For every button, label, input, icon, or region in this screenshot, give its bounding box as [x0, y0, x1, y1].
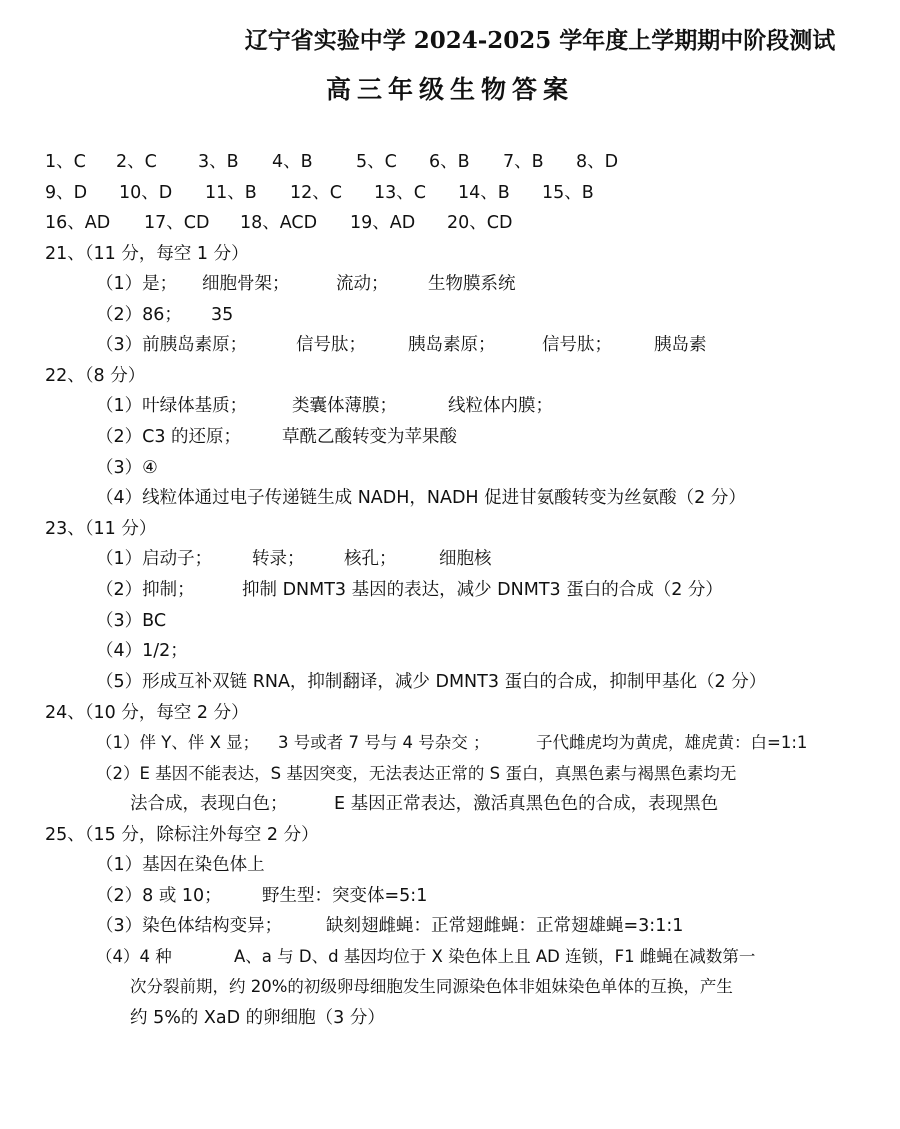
answer-blank: （3）前胰岛素原； [96, 335, 248, 355]
choice-answer: 14、B [458, 183, 510, 203]
choice-answer: 15、B [542, 183, 594, 203]
q23-part-1 [96, 548, 492, 570]
q23-part-5: （5）形成互补双链 RNA，抑制翻译，减少 DMNT3 蛋白的合成，抑制甲基化（2 分） [96, 672, 767, 692]
answer-blank: （4）4 种 [96, 947, 172, 966]
page-title: 辽宁省实验中学 2024-2025 学年度上学期期中阶段测试 [244, 27, 836, 54]
choice-answer: 11、B [205, 183, 257, 203]
q23-part-4: （4）1/2； [96, 641, 188, 661]
q21-part-2 [96, 304, 233, 326]
choice-answer: 5、C [356, 152, 397, 172]
choice-answer: 19、AD [350, 213, 416, 233]
answer-blank: 3 号或者 7 号与 4 号杂交 ； [278, 733, 490, 752]
choice-row-2 [45, 182, 594, 204]
q25-part-4 [96, 946, 755, 968]
answer-blank: E 基因正常表达，激活真黑色色的合成，表现黑色 [334, 794, 719, 814]
answer-blank: （1）叶绿体基质； [96, 396, 248, 416]
answer-blank: 类囊体薄膜； [292, 396, 397, 416]
q25-part-3 [96, 915, 683, 937]
q21-part-3 [96, 334, 707, 356]
q25-part-4-cont: 约 5%的 XaD 的卵细胞（3 分） [130, 1008, 385, 1028]
question-21-heading: 21、（11 分，每空 1 分） [45, 244, 249, 264]
answer-blank: 35 [211, 305, 234, 325]
q23-part-3: （3）BC [96, 611, 167, 631]
q22-part-1 [96, 395, 553, 417]
choice-answer: 13、C [374, 183, 426, 203]
choice-row-1 [45, 151, 618, 173]
answer-blank: 草酰乙酸转变为苹果酸 [282, 427, 457, 447]
q22-part-2 [96, 426, 457, 448]
choice-answer: 18、ACD [240, 213, 318, 233]
answer-blank: 子代雌虎均为黄虎，雄虎黄：白=1:1 [536, 733, 808, 752]
choice-answer: 16、AD [45, 213, 111, 233]
q25-part-2 [96, 885, 427, 907]
choice-answer: 4、B [272, 152, 313, 172]
answer-blank: （1）是； [96, 274, 178, 294]
choice-answer: 17、CD [144, 213, 210, 233]
answer-blank: 核孔； [344, 549, 397, 569]
answer-blank: 信号肽； [296, 335, 366, 355]
choice-answer: 1、C [45, 152, 86, 172]
answer-blank: 流动； [336, 274, 389, 294]
q24-part-1 [96, 732, 807, 754]
choice-answer: 8、D [576, 152, 619, 172]
q25-part-1: （1）基因在染色体上 [96, 855, 265, 875]
q21-part-1 [96, 273, 516, 295]
q25-part-4-cont: 次分裂前期，约 20%的初级卵母细胞发生同源染色体非姐妹染色单体的互换，产生 [130, 977, 733, 996]
choice-answer: 6、B [429, 152, 470, 172]
q22-part-3: （3）④ [96, 458, 158, 478]
question-25-heading: 25、（15 分，除标注外每空 2 分） [45, 825, 319, 845]
choice-answer: 10、D [119, 183, 173, 203]
q22-part-4: （4）线粒体通过电子传递链生成 NADH，NADH 促进甘氨酸转变为丝氨酸（2 分） [96, 488, 746, 508]
answer-blank: 转录； [252, 549, 305, 569]
question-23-heading: 23、（11 分） [45, 519, 157, 539]
q23-part-2 [96, 579, 723, 601]
answer-blank: 法合成，表现白色； [130, 794, 288, 814]
question-24-heading: 24、（10 分，每空 2 分） [45, 703, 249, 723]
answer-blank: 缺刻翅雌蝇：正常翅雌蝇：正常翅雄蝇=3:1:1 [326, 916, 684, 936]
choice-answer: 7、B [503, 152, 544, 172]
choice-answer: 20、CD [447, 213, 513, 233]
q24-part-2: （2）E 基因不能表达，S 基因突变，无法表达正常的 S 蛋白，真黑色素与褐黑色素均无 [96, 764, 737, 783]
answer-blank: 细胞核 [439, 549, 492, 569]
answer-blank: A、a 与 D、d 基因均位于 X 染色体上且 AD 连锁，F1 雌蝇在减数第一 [234, 947, 756, 966]
choice-answer: 2、C [116, 152, 157, 172]
answer-blank: 抑制 DNMT3 基因的表达，减少 DNMT3 蛋白的合成（2 分） [242, 580, 723, 600]
choice-answer: 3、B [198, 152, 239, 172]
answer-blank: （3）染色体结构变异； [96, 916, 283, 936]
answer-blank: 胰岛素原； [408, 335, 496, 355]
q24-part-2-cont [130, 793, 718, 815]
answer-blank: （2）抑制； [96, 580, 195, 600]
answer-blank: 生物膜系统 [428, 274, 516, 294]
answer-blank: （1）伴 Y、伴 X 显； [96, 733, 260, 752]
page-subtitle: 高三年级生物答案 [325, 75, 574, 104]
answer-blank: （2）8 或 10； [96, 886, 222, 906]
question-22-heading: 22、（8 分） [45, 366, 146, 386]
answer-blank: 信号肽； [542, 335, 612, 355]
answer-blank: 细胞骨架； [202, 274, 290, 294]
answer-blank: 野生型：突变体=5:1 [262, 886, 428, 906]
answer-blank: （1）启动子； [96, 549, 213, 569]
answer-blank: 线粒体内膜； [448, 396, 553, 416]
choice-answer: 9、D [45, 183, 88, 203]
choice-row-3 [45, 212, 512, 234]
answer-blank: （2）86； [96, 305, 182, 325]
answer-blank: 胰岛素 [654, 335, 707, 355]
answer-blank: （2）C3 的还原； [96, 427, 242, 447]
choice-answer: 12、C [290, 183, 342, 203]
